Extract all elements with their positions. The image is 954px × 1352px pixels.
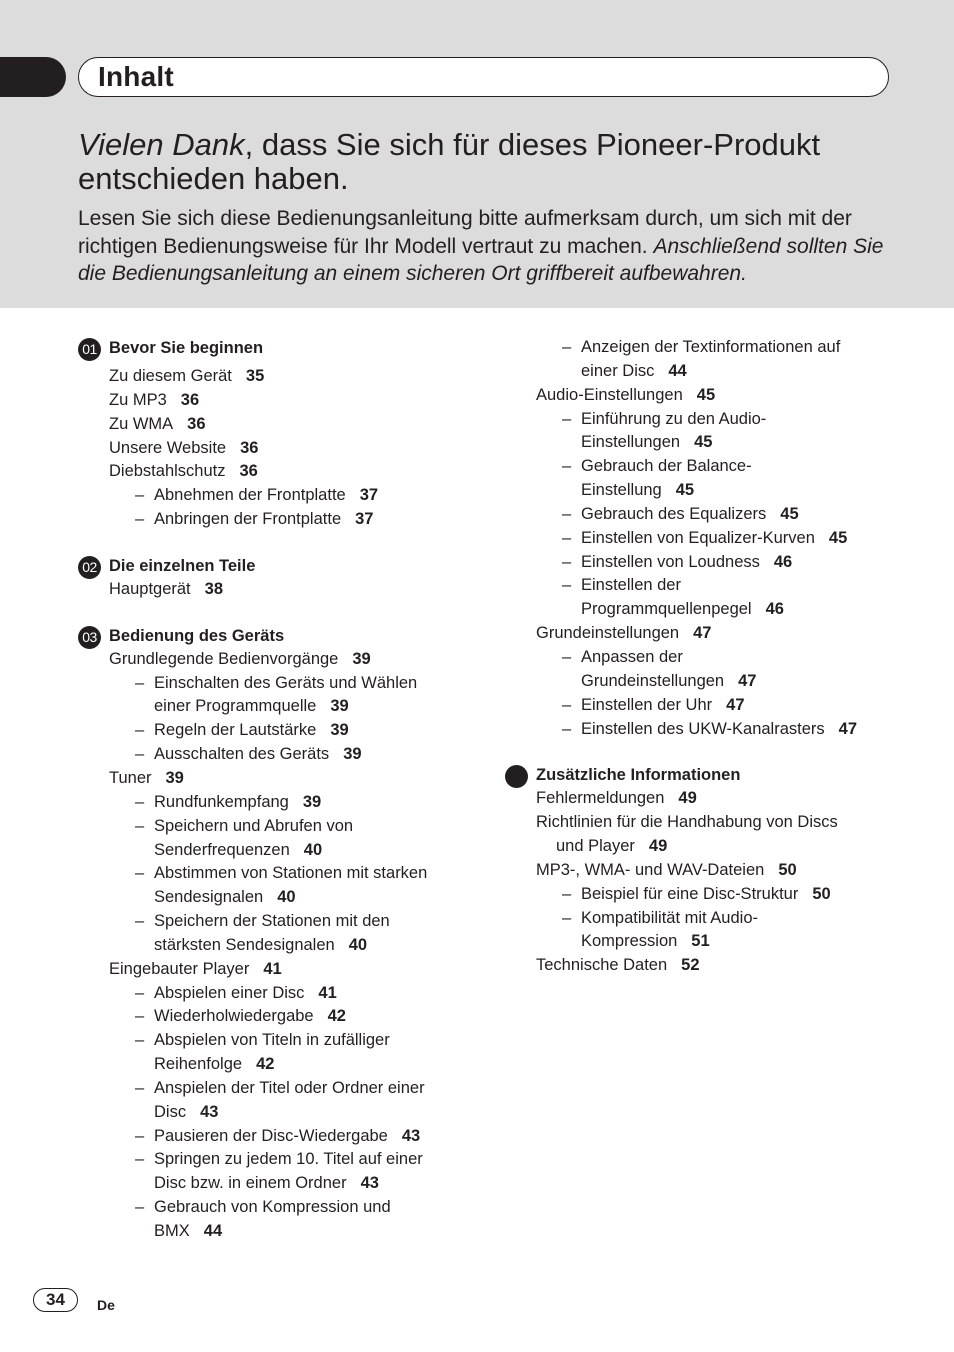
toc-page-number: 39 (343, 745, 362, 764)
section-number-badge: 02 (78, 556, 101, 579)
toc-subentry[interactable] (78, 791, 478, 815)
section-tab-marker (0, 57, 66, 97)
toc-entry-text: Grundeinstellungen (536, 624, 680, 643)
toc-entry[interactable] (505, 954, 905, 978)
toc-subentry[interactable] (505, 694, 905, 718)
toc-entry-text: Fehlermeldungen (536, 789, 665, 808)
toc-entry[interactable] (505, 859, 905, 883)
toc-page-number: 42 (256, 1055, 275, 1074)
toc-subentry[interactable] (78, 1029, 478, 1077)
toc-entry-text: Abnehmen der Frontplatte (154, 486, 346, 505)
toc-entry-text: Zu MP3 (109, 390, 167, 409)
headline-line1: , dass Sie sich für dieses Pioneer-Produkt (244, 127, 821, 162)
dash-marker: – (562, 719, 572, 738)
toc-entry-text: Einführung zu den Audio- (581, 409, 767, 428)
toc-entry-text: stärksten Sendesignalen (154, 935, 335, 954)
toc-entry-text: Sendesignalen (154, 888, 264, 907)
dash-marker: – (135, 721, 145, 740)
toc-subentry[interactable] (78, 1125, 478, 1149)
toc-entry[interactable] (78, 365, 478, 389)
toc-entry[interactable] (505, 384, 905, 408)
toc-subentry[interactable] (505, 408, 905, 456)
toc-page-number: 36 (180, 390, 200, 409)
dash-marker: – (135, 864, 145, 883)
section-number-badge: 03 (78, 626, 101, 649)
toc-page-number: 45 (780, 504, 799, 523)
toc-page-number: 36 (239, 462, 258, 481)
dash-marker: – (562, 647, 572, 666)
toc-subentry[interactable] (505, 574, 905, 622)
toc-entry[interactable] (78, 437, 478, 461)
toc-page-number: 46 (765, 600, 784, 619)
toc-entry-text: Einstellen von Loudness (581, 552, 760, 571)
toc-subentry[interactable] (505, 551, 905, 575)
toc-page-number: 39 (302, 792, 322, 811)
dash-marker: – (135, 1150, 145, 1169)
dash-marker: – (135, 1078, 145, 1097)
toc-page-number: 43 (401, 1126, 421, 1145)
section-heading: Zusätzliche Informationen (536, 766, 741, 785)
toc-page-number: 39 (165, 768, 184, 787)
toc-subentry[interactable] (505, 336, 905, 384)
toc-page-number: 50 (812, 884, 831, 903)
toc-entry[interactable] (78, 460, 478, 484)
toc-page-number: 40 (348, 935, 368, 954)
toc-entry[interactable] (78, 413, 478, 437)
toc-entry-text: Kompatibilität mit Audio- (581, 908, 758, 927)
toc-entry-text: Speichern und Abrufen von (154, 816, 354, 835)
toc-page-number: 39 (330, 721, 349, 740)
toc-entry-text: Ausschalten des Geräts (154, 745, 330, 764)
toc-subentry[interactable] (78, 719, 478, 743)
toc-page-number: 45 (828, 528, 848, 547)
toc-entry-text: Einschalten des Geräts und Wählen (154, 673, 418, 692)
toc-subentry[interactable] (78, 815, 478, 863)
toc-entry-text: Disc (154, 1102, 187, 1121)
toc-page-number: 47 (726, 695, 745, 714)
toc-page-number: 52 (681, 956, 700, 975)
toc-subentry[interactable] (505, 455, 905, 503)
toc-entry-text: Tuner (109, 768, 152, 787)
toc-subentry[interactable] (505, 883, 905, 907)
toc-entry-text: Grundlegende Bedienvorgänge (109, 649, 339, 668)
dash-marker: – (562, 528, 572, 547)
intro-paragraph (78, 205, 888, 288)
toc-page-number: 45 (675, 481, 695, 500)
toc-entry-text: Speichern der Stationen mit den (154, 912, 390, 931)
toc-entry-text: Anspielen der Titel oder Ordner einer (154, 1078, 425, 1097)
dash-marker: – (135, 1031, 145, 1050)
toc-entry-text: Richtlinien für die Handhabung von Discs (536, 813, 838, 832)
intro-text: Lesen Sie sich diese Bedienungsanleitung bitte aufmerksam durch, um sich mit der richtigen Bedienungsweise für Ihr Modell vertraut zu machen. (78, 207, 852, 258)
toc-subentry[interactable] (78, 1077, 478, 1125)
toc-subentry[interactable] (505, 503, 905, 527)
toc-entry-text: Gebrauch der Balance- (581, 457, 752, 476)
toc-section-03[interactable] (78, 624, 478, 648)
toc-entry-text: Wiederholwiedergabe (154, 1007, 314, 1026)
dash-marker: – (562, 552, 572, 571)
toc-entry-text: Einstellen der Uhr (581, 695, 713, 714)
toc-entry-text: Rundfunkempfang (154, 792, 289, 811)
section-number-badge: 01 (78, 338, 101, 361)
toc-section-02[interactable] (78, 554, 478, 578)
toc-page-number: 47 (838, 719, 857, 738)
toc-page-number: 44 (668, 361, 687, 380)
toc-section-01[interactable] (78, 336, 478, 360)
dash-marker: – (135, 486, 145, 505)
toc-entry[interactable] (78, 958, 478, 982)
page-number: 34 (33, 1288, 78, 1312)
toc-entry[interactable] (505, 811, 905, 859)
toc-subentry[interactable] (78, 508, 478, 532)
toc-entry[interactable] (78, 767, 478, 791)
toc-entry-text: Technische Daten (536, 956, 668, 975)
dash-marker: – (562, 695, 572, 714)
toc-page-number: 49 (648, 837, 668, 856)
toc-entry-text: Einstellungen (581, 433, 681, 452)
toc-page-number: 43 (200, 1102, 219, 1121)
toc-page-number: 37 (359, 486, 379, 505)
toc-subentry[interactable] (78, 862, 478, 910)
toc-page-number: 50 (778, 860, 797, 879)
toc-page-number: 38 (204, 579, 223, 598)
toc-subentry[interactable] (505, 646, 905, 694)
toc-entry-text: Disc bzw. in einem Ordner (154, 1174, 347, 1193)
toc-entry-text: Gebrauch von Kompression und (154, 1198, 391, 1217)
toc-subentry[interactable] (78, 484, 478, 508)
toc-entry-text: Programmquellenpegel (581, 600, 752, 619)
dash-marker: – (135, 510, 145, 529)
toc-entry-text: Eingebauter Player (109, 959, 250, 978)
dash-marker: – (135, 1126, 145, 1145)
toc-entry-text: Hauptgerät (109, 579, 191, 598)
toc-page-number: 36 (187, 414, 206, 433)
toc-entry-text: Diebstahlschutz (109, 462, 226, 481)
toc-page-number: 45 (694, 433, 713, 452)
toc-entry-text: einer Disc (581, 361, 655, 380)
toc-page-number: 36 (240, 438, 259, 457)
toc-page-number: 46 (773, 552, 793, 571)
headline-line2: entschieden haben. (78, 161, 349, 196)
toc-page-number: 40 (277, 888, 296, 907)
toc-page-number: 37 (355, 510, 374, 529)
dash-marker: – (135, 792, 145, 811)
toc-entry-text: Einstellung (581, 481, 662, 500)
toc-entry-text: Zu WMA (109, 414, 174, 433)
toc-entry-text: MP3-, WMA- und WAV-Dateien (536, 860, 765, 879)
dash-marker: – (135, 983, 145, 1002)
toc-subentry[interactable] (505, 527, 905, 551)
page-headline (78, 128, 898, 196)
dash-marker: – (562, 457, 572, 476)
toc-entry-text: Beispiel für eine Disc-Struktur (581, 884, 799, 903)
dash-marker: – (135, 1007, 145, 1026)
section-title: Inhalt (98, 61, 174, 92)
toc-entry[interactable] (78, 648, 478, 672)
toc-entry-text: einer Programmquelle (154, 697, 317, 716)
toc-page-number: 47 (738, 671, 757, 690)
toc-subentry[interactable] (78, 743, 478, 767)
toc-page-number: 43 (360, 1174, 379, 1193)
toc-page-number: 39 (352, 649, 371, 668)
toc-subentry[interactable] (78, 910, 478, 958)
toc-page-number: 45 (696, 385, 716, 404)
section-heading: Bevor Sie beginnen (109, 339, 264, 357)
toc-subentry[interactable] (78, 672, 478, 720)
toc-entry-text: Audio-Einstellungen (536, 385, 683, 404)
dash-marker: – (135, 673, 145, 692)
toc-left-column (78, 336, 478, 1244)
dash-marker: – (562, 908, 572, 927)
dash-marker: – (562, 576, 572, 595)
dash-marker: – (135, 912, 145, 931)
toc-subentry[interactable] (78, 982, 478, 1006)
toc-entry-text: Regeln der Lautstärke (154, 721, 317, 740)
language-code: De (97, 1297, 115, 1313)
toc-page-number: 39 (330, 697, 349, 716)
section-heading: Bedienung des Geräts (109, 626, 285, 645)
dash-marker: – (562, 884, 572, 903)
toc-entry-text: Einstellen des UKW-Kanalrasters (581, 719, 825, 738)
toc-section-appendix[interactable] (505, 763, 905, 787)
toc-entry-text: Kompression (581, 932, 678, 951)
toc-page-number: 51 (691, 932, 710, 951)
toc-entry-text: Pausieren der Disc-Wiedergabe (154, 1126, 388, 1145)
toc-entry[interactable] (505, 622, 905, 646)
toc-entry-text: Abstimmen von Stationen mit starken (154, 864, 428, 883)
toc-page-number: 42 (327, 1007, 346, 1026)
toc-entry-text: Senderfrequenzen (154, 840, 290, 859)
toc-entry[interactable] (505, 787, 905, 811)
toc-page-number: 47 (693, 624, 712, 643)
toc-entry-text: Anbringen der Frontplatte (154, 510, 342, 529)
toc-entry-text: Anzeigen der Textinformationen auf (581, 338, 841, 356)
toc-subentry[interactable] (78, 1148, 478, 1196)
dash-marker: – (562, 409, 572, 428)
toc-page-number: 41 (263, 959, 282, 978)
toc-entry-text: Reihenfolge (154, 1055, 243, 1074)
toc-subentry[interactable] (505, 907, 905, 955)
toc-page-number: 44 (203, 1222, 223, 1240)
toc-entry-text: BMX (154, 1222, 190, 1240)
toc-entry-text: und Player (556, 837, 635, 856)
section-bullet-icon (505, 765, 528, 788)
toc-entry-text: Einstellen der (581, 576, 681, 595)
dash-marker: – (562, 338, 572, 356)
toc-page-number: 35 (245, 367, 265, 385)
headline-italic: Vielen Dank (78, 127, 245, 162)
toc-entry-text: Einstellen von Equalizer-Kurven (581, 528, 815, 547)
section-heading: Die einzelnen Teile (109, 556, 256, 575)
dash-marker: – (135, 745, 145, 764)
dash-marker: – (135, 816, 145, 835)
toc-right-column (505, 336, 905, 978)
toc-entry-text: Unsere Website (109, 438, 227, 457)
toc-entry[interactable] (78, 389, 478, 413)
section-tab (78, 57, 889, 97)
intro-italic-text: Anschließend sollten Sie die Bedienungsanleitung an einem sicheren Ort griffbereit aufbewahren. (78, 234, 884, 285)
toc-page-number: 40 (303, 840, 323, 859)
toc-entry-text: Abspielen einer Disc (154, 983, 305, 1002)
toc-entry-text: Anpassen der (581, 647, 683, 666)
toc-entry[interactable] (78, 578, 478, 602)
toc-subentry[interactable] (505, 718, 905, 742)
dash-marker: – (562, 504, 572, 523)
toc-entry-text: Zu diesem Gerät (109, 367, 232, 385)
toc-subentry[interactable] (78, 1196, 478, 1244)
toc-page-number: 49 (678, 789, 697, 808)
toc-subentry[interactable] (78, 1005, 478, 1029)
toc-entry-text: Grundeinstellungen (581, 671, 725, 690)
toc-entry-text: Gebrauch des Equalizers (581, 504, 767, 523)
toc-page-number: 41 (318, 983, 337, 1002)
dash-marker: – (135, 1198, 145, 1217)
toc-entry-text: Abspielen von Titeln in zufälliger (154, 1031, 390, 1050)
toc-entry-text: Springen zu jedem 10. Titel auf einer (154, 1150, 423, 1169)
